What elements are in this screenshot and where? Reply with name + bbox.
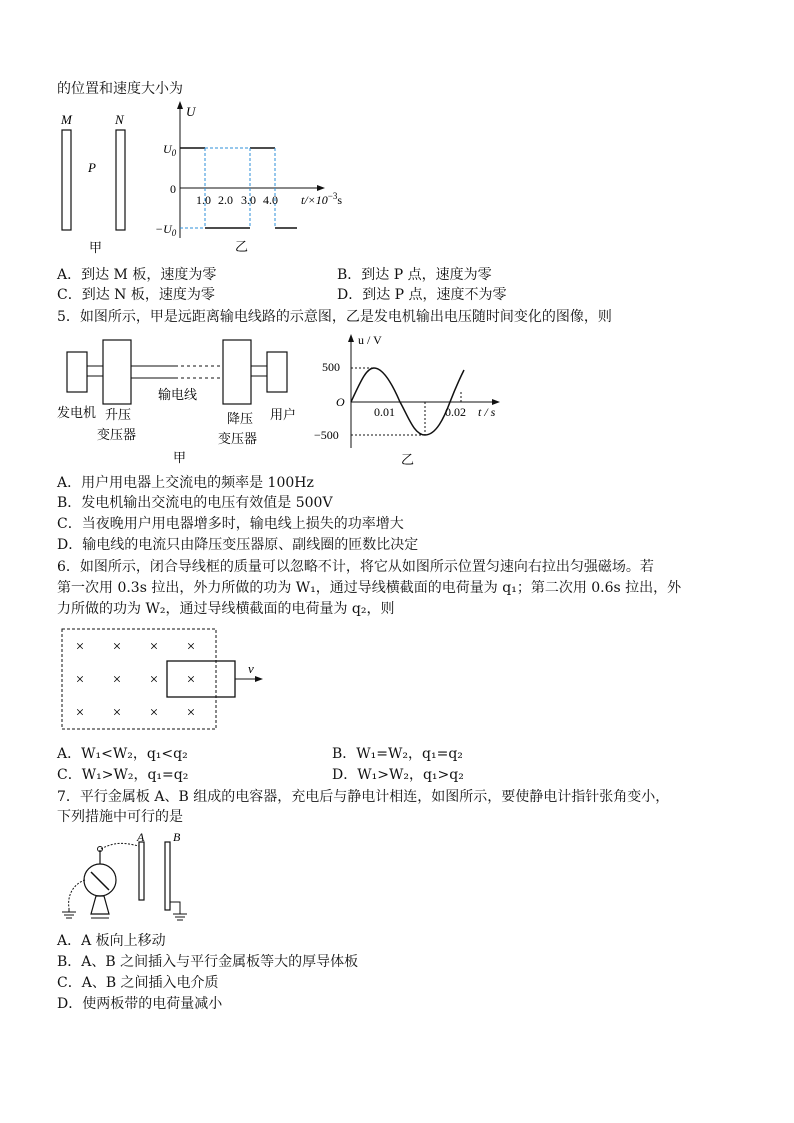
plate-b-label: B xyxy=(173,830,181,844)
q5-option-c[interactable]: C．当夜晚用户用电器增多时，输电线上损失的功率增大 xyxy=(57,516,404,532)
u-max-label: 500 xyxy=(322,360,340,374)
plate-m-label: M xyxy=(61,112,72,127)
neg-u0-label: $-U_0$ xyxy=(155,222,177,238)
velocity-arrowhead xyxy=(255,676,263,682)
field-x-mark: × xyxy=(112,639,122,655)
step-up-label-2: 变压器 xyxy=(97,428,137,443)
q6-option-b[interactable]: B．W₁=W₂，q₁=q₂ xyxy=(332,746,463,762)
tick-2: 2.0 xyxy=(218,193,233,207)
plate-b xyxy=(165,842,170,910)
t-axis-label: $t/\times 10^{-3}s$ xyxy=(301,191,343,207)
field-x-mark: × xyxy=(112,672,122,688)
q5-stem: 5．如图所示，甲是远距离输电线路的示意图，乙是发电机输出电压随时间变化的图像，则 xyxy=(57,309,612,325)
origin-label: 0 xyxy=(170,182,176,196)
wire-to-a xyxy=(101,843,139,849)
t-axis-label: t / s xyxy=(478,405,496,419)
t2-label: 0.02 xyxy=(445,405,466,419)
electroscope-base xyxy=(91,896,109,914)
q4-figure-jia xyxy=(55,110,155,260)
figure-caption: 乙 xyxy=(401,453,415,468)
field-x-mark: × xyxy=(75,672,85,688)
u-axis-label: U xyxy=(186,104,196,119)
q6-stem-line-3: 力所做的功为 W₂，通过导线横截面的电荷量为 q₂，则 xyxy=(57,601,395,617)
point-p-label: P xyxy=(88,160,96,175)
q7-option-c[interactable]: C．A、B 之间插入电介质 xyxy=(57,975,219,991)
tick-4: 4.0 xyxy=(263,193,278,207)
wire-frame xyxy=(167,661,235,697)
q6-option-a[interactable]: A．W₁<W₂，q₁<q₂ xyxy=(57,746,188,762)
tick-1: 1.0 xyxy=(196,193,211,207)
user-label: 用户 xyxy=(270,408,297,423)
plate-m xyxy=(62,130,71,230)
velocity-label: v xyxy=(248,661,254,676)
step-down-transformer-box xyxy=(223,340,251,404)
wire-ground xyxy=(69,880,85,908)
field-x-mark: × xyxy=(186,705,196,721)
field-x-mark: × xyxy=(149,639,159,655)
field-marks xyxy=(76,639,195,721)
q7-figure xyxy=(55,832,205,927)
field-x-mark: × xyxy=(75,705,85,721)
q5-figure-yi xyxy=(310,328,510,473)
step-down-label-2: 变压器 xyxy=(218,432,258,447)
field-x-mark: × xyxy=(186,639,196,655)
t1-label: 0.01 xyxy=(374,405,395,419)
q7-option-b[interactable]: B．A、B 之间插入与平行金属板等大的厚导体板 xyxy=(57,954,359,970)
q5-figure-jia xyxy=(55,335,305,470)
step-down-label-1: 降压 xyxy=(227,412,254,427)
step-up-transformer-box xyxy=(103,340,131,404)
u-axis-arrow xyxy=(177,101,183,109)
plate-n-label: N xyxy=(115,112,124,127)
q5-option-d[interactable]: D．输电线的电流只由降压变压器原、副线圈的匝数比决定 xyxy=(57,537,419,553)
user-box xyxy=(267,352,287,392)
q6-stem-line-1: 6．如图所示，闭合导线框的质量可以忽略不计，将它从如图所示位置匀速向右拉出匀强磁场。若 xyxy=(57,559,654,575)
tick-3: 3.0 xyxy=(241,193,256,207)
shaft-2 xyxy=(251,366,267,376)
q4-option-c[interactable]: C．到达 N 板，速度为零 xyxy=(57,287,215,303)
q4-option-a[interactable]: A．到达 M 板，速度为零 xyxy=(57,267,217,283)
q4-figure-yi xyxy=(155,98,365,260)
u-min-label: −500 xyxy=(314,428,339,442)
field-x-mark: × xyxy=(75,639,85,655)
generator-label: 发电机 xyxy=(57,406,97,421)
q6-option-c[interactable]: C．W₁>W₂，q₁=q₂ xyxy=(57,767,189,783)
q6-option-d[interactable]: D．W₁>W₂，q₁>q₂ xyxy=(332,767,464,783)
q4-option-d[interactable]: D．到达 P 点，速度不为零 xyxy=(337,287,507,303)
u0-label: $U_0$ xyxy=(163,142,177,158)
q6-stem-line-2: 第一次用 0.3s 拉出，外力所做的功为 W₁，通过导线横截面的电荷量为 q₁；第二次用 0.6s 拉出，外 xyxy=(57,580,682,596)
field-x-mark: × xyxy=(149,672,159,688)
figure-caption: 乙 xyxy=(235,240,249,255)
field-x-mark: × xyxy=(112,705,122,721)
plate-a xyxy=(139,842,144,900)
q4-stem-tail: 的位置和速度大小为 xyxy=(57,81,183,97)
q5-option-b[interactable]: B．发电机输出交流电的电压有效值是 500V xyxy=(57,495,333,511)
field-x-mark: × xyxy=(186,672,196,688)
q7-option-a[interactable]: A．A 板向上移动 xyxy=(57,933,166,949)
u-axis-arrow xyxy=(348,334,354,342)
origin-label: O xyxy=(336,395,345,409)
line-label: 输电线 xyxy=(158,388,198,403)
q4-option-b[interactable]: B．到达 P 点，速度为零 xyxy=(337,267,492,283)
needle xyxy=(91,872,109,890)
ground-icon-right xyxy=(170,902,187,920)
figure-caption: 甲 xyxy=(89,241,103,256)
t-axis-arrow xyxy=(317,185,325,191)
plate-n xyxy=(116,130,125,230)
q7-stem-line-2: 下列措施中可行的是 xyxy=(57,809,183,825)
q7-stem-line-1: 7．平行金属板 A、B 组成的电容器，充电后与静电计相连，如图所示，要使静电计指针张角变小， xyxy=(57,789,670,805)
field-x-mark: × xyxy=(149,705,159,721)
q5-option-a[interactable]: A．用户用电器上交流电的频率是 100Hz xyxy=(57,475,314,491)
shaft-1 xyxy=(87,366,103,376)
u-axis-label: u / V xyxy=(358,333,382,347)
q7-option-d[interactable]: D．使两板带的电荷量减小 xyxy=(57,996,223,1012)
plate-a-label: A xyxy=(137,830,145,844)
generator-box xyxy=(67,352,87,392)
figure-caption: 甲 xyxy=(173,451,187,466)
q6-figure xyxy=(60,627,280,732)
ground-icon-left xyxy=(62,908,76,918)
step-up-label-1: 升压 xyxy=(105,408,132,423)
